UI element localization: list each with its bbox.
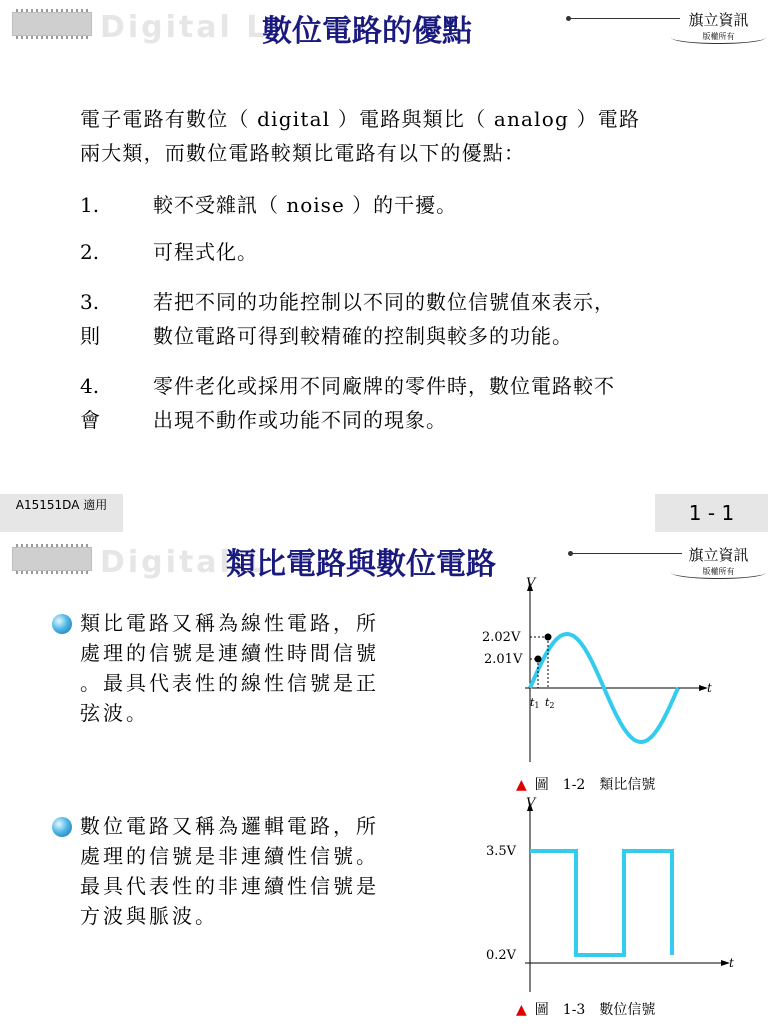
triangle-icon: ▲ (516, 777, 527, 793)
x-axis-label: t (707, 681, 712, 695)
item-text-line2: 出現不動作或功能不同的現象。 (153, 408, 447, 432)
intro-paragraph (80, 102, 730, 170)
bullet-icon (52, 817, 72, 837)
item-text: 零件老化或採用不同廠牌的零件時，數位電路較不 (153, 374, 615, 398)
page-number: 1 - 1 (655, 494, 768, 532)
bullet-line: 類比電路又稱為線性電路，所 (80, 611, 379, 635)
bullet-icon (52, 614, 72, 634)
t2-label: t2 (545, 696, 555, 710)
publisher-sub: 版權所有 (702, 32, 735, 41)
slide-analog-digital (0, 535, 768, 1024)
low-level-label: 0.2V (486, 948, 517, 963)
figure-caption (516, 774, 655, 794)
item-text: 可程式化。 (153, 240, 258, 264)
high-level-label: 3.5V (486, 844, 517, 859)
y-axis-label: V (526, 797, 536, 811)
figure-caption (516, 999, 655, 1019)
header-rule (570, 18, 680, 19)
digital-signal-figure (470, 797, 745, 997)
item-continuation-char: 則 (80, 324, 100, 348)
header-rule-dot (568, 551, 573, 556)
banner-text: Digital L (100, 545, 269, 580)
publisher-logo (681, 9, 756, 42)
bullet-analog-text (80, 608, 440, 728)
bullet-line: 數位電路又稱為邏輯電路，所 (80, 814, 379, 838)
publisher-name: 旗立資訊 (688, 546, 749, 564)
item-number: 1. (80, 193, 100, 217)
chip-icon (12, 547, 92, 571)
bullet-line: 處理的信號是非連續性信號。 (80, 844, 379, 868)
item-text: 若把不同的功能控制以不同的數位信號值來表示， (153, 290, 615, 314)
intro-line-2: 兩大類，而數位電路較類比電路有以下的優點： (80, 141, 526, 165)
header-rule-dot (566, 16, 571, 21)
banner-text: Digital L (100, 10, 269, 45)
v1-label: 2.01V (484, 652, 523, 667)
item-number: 2. (80, 240, 100, 264)
t1-label: t1 (530, 696, 540, 710)
item-number: 3. (80, 290, 100, 314)
bullet-line: 弦波。 (80, 701, 149, 725)
bullet-line: 最具代表性的非連續性信號是 (80, 874, 379, 898)
sample-point-2 (545, 634, 552, 641)
sample-point-1 (535, 656, 542, 663)
chip-icon (12, 12, 92, 36)
square-wave (530, 851, 672, 955)
bullet-digital-text (80, 811, 440, 931)
slide-title: 數位電路的優點 (262, 14, 472, 49)
bullet-line: 處理的信號是連續性時間信號 (80, 641, 379, 665)
item-text: 較不受雜訊（ noise ）的干擾。 (153, 193, 458, 217)
publisher-logo (681, 544, 756, 577)
item-text-line2: 數位電路可得到較精確的控制與較多的功能。 (153, 324, 573, 348)
publisher-curve (671, 31, 766, 44)
item-continuation-char: 會 (80, 408, 100, 432)
bullet-line: 。最具代表性的線性信號是正 (80, 671, 379, 695)
publisher-name: 旗立資訊 (688, 11, 749, 29)
intro-line-1: 電子電路有數位（ digital ）電路與類比（ analog ）電路 (80, 107, 641, 131)
y-axis-label: V (526, 577, 536, 591)
analog-signal-figure (470, 577, 745, 807)
v2-label: 2.02V (482, 630, 521, 645)
publisher-sub: 版權所有 (702, 567, 735, 576)
bullet-line: 方波與脈波。 (80, 904, 218, 928)
item-number: 4. (80, 374, 100, 398)
header-rule (572, 553, 682, 554)
footer-course-code: A15151DA 適用 (0, 494, 123, 532)
triangle-icon: ▲ (516, 1002, 527, 1018)
slide-title: 類比電路與數位電路 (226, 547, 496, 582)
x-axis-label: t (729, 956, 734, 970)
figure-caption-text: 圖 1-3 數位信號 (534, 1002, 656, 1018)
figure-caption-text: 圖 1-2 類比信號 (534, 777, 656, 793)
